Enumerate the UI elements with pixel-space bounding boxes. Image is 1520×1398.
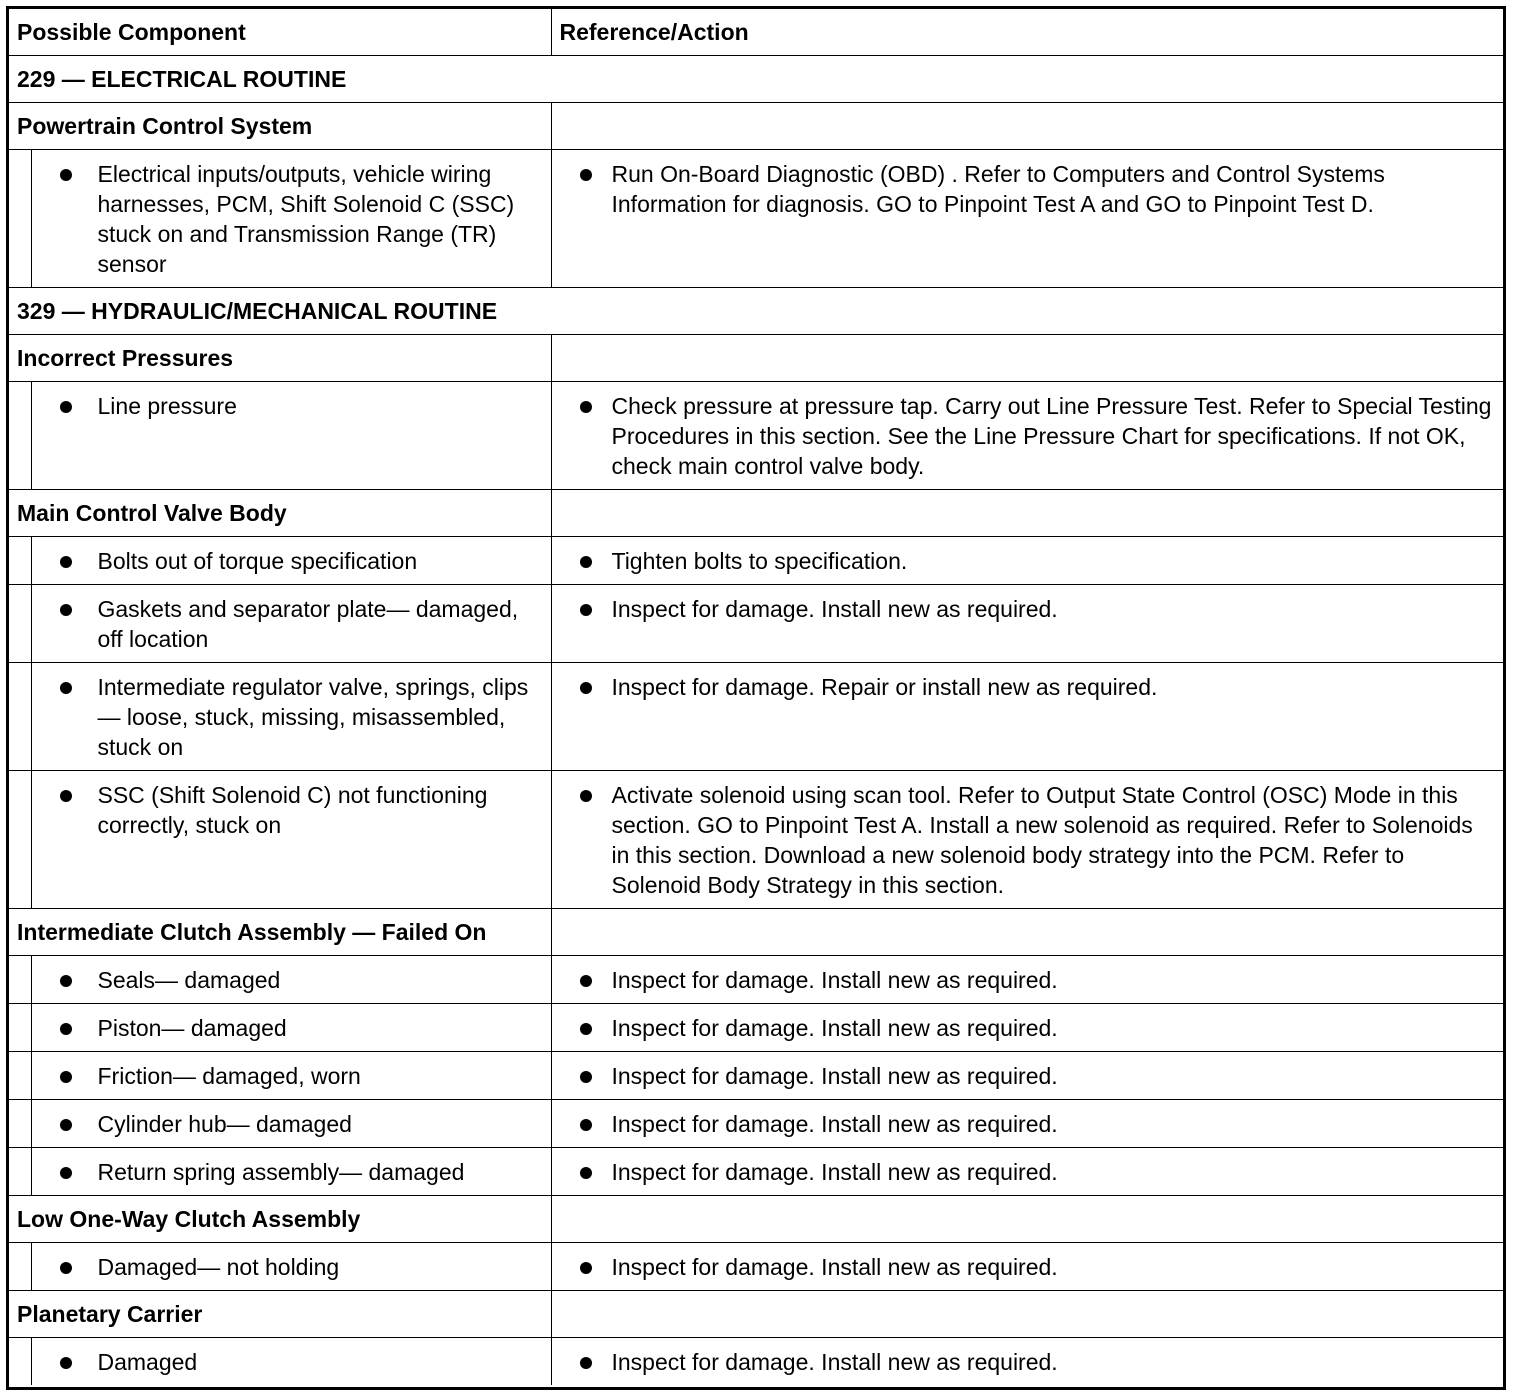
action-cell bbox=[551, 956, 1503, 1004]
table-row bbox=[9, 150, 1503, 288]
bullet-icon bbox=[60, 682, 72, 694]
table-row bbox=[9, 1243, 1503, 1291]
diagnostic-table-container bbox=[6, 6, 1506, 1390]
group-action-empty bbox=[551, 1196, 1503, 1243]
section-row bbox=[9, 56, 1503, 103]
component-text: Damaged— not holding bbox=[97, 1254, 340, 1280]
table-row bbox=[9, 1100, 1503, 1148]
indent-cell bbox=[9, 1004, 31, 1052]
component-text: Piston— damaged bbox=[97, 1015, 287, 1041]
indent-cell bbox=[9, 1338, 31, 1386]
action-cell bbox=[551, 1052, 1503, 1100]
table-row bbox=[9, 956, 1503, 1004]
component-cell bbox=[31, 771, 551, 909]
component-cell bbox=[31, 150, 551, 288]
bullet-icon bbox=[580, 682, 592, 694]
bullet-icon bbox=[60, 790, 72, 802]
header-possible-component: Possible Component bbox=[9, 9, 551, 56]
bullet-icon bbox=[580, 1262, 592, 1274]
indent-cell bbox=[9, 1243, 31, 1291]
component-cell bbox=[31, 1243, 551, 1291]
bullet-icon bbox=[580, 401, 592, 413]
bullet-icon bbox=[60, 1357, 72, 1369]
group-row bbox=[9, 335, 1503, 382]
bullet-icon bbox=[60, 169, 72, 181]
header-reference-action: Reference/Action bbox=[551, 9, 1503, 56]
action-text: Tighten bolts to specification. bbox=[611, 548, 908, 574]
group-title: Powertrain Control System bbox=[9, 103, 551, 150]
bullet-icon bbox=[60, 1167, 72, 1179]
bullet-icon bbox=[580, 975, 592, 987]
group-row bbox=[9, 103, 1503, 150]
action-text: Inspect for damage. Install new as required. bbox=[611, 1015, 1058, 1041]
action-cell bbox=[551, 1004, 1503, 1052]
component-text: Friction— damaged, worn bbox=[97, 1063, 361, 1089]
action-cell bbox=[551, 382, 1503, 490]
section-title: 229 — ELECTRICAL ROUTINE bbox=[9, 56, 1503, 103]
action-cell bbox=[551, 1148, 1503, 1196]
table-row bbox=[9, 771, 1503, 909]
component-cell bbox=[31, 956, 551, 1004]
bullet-icon bbox=[60, 1071, 72, 1083]
bullet-icon bbox=[60, 1023, 72, 1035]
group-row bbox=[9, 490, 1503, 537]
action-cell bbox=[551, 537, 1503, 585]
component-text: Intermediate regulator valve, springs, clips— loose, stuck, missing, misassembled, stuck on bbox=[97, 674, 529, 760]
component-cell bbox=[31, 1004, 551, 1052]
bullet-icon bbox=[580, 1119, 592, 1131]
table-row bbox=[9, 537, 1503, 585]
action-cell bbox=[551, 1243, 1503, 1291]
component-text: Damaged bbox=[97, 1349, 198, 1375]
action-cell bbox=[551, 663, 1503, 771]
action-text: Inspect for damage. Install new as required. bbox=[611, 1063, 1058, 1089]
group-row bbox=[9, 1291, 1503, 1338]
action-cell bbox=[551, 585, 1503, 663]
action-text: Inspect for damage. Install new as required. bbox=[611, 1254, 1058, 1280]
component-cell bbox=[31, 585, 551, 663]
component-text: Return spring assembly— damaged bbox=[97, 1159, 465, 1185]
section-title: 329 — HYDRAULIC/MECHANICAL ROUTINE bbox=[9, 288, 1503, 335]
table-row bbox=[9, 1052, 1503, 1100]
action-cell bbox=[551, 771, 1503, 909]
table-header-row bbox=[9, 9, 1503, 56]
table-row bbox=[9, 663, 1503, 771]
table-row bbox=[9, 1004, 1503, 1052]
table-row bbox=[9, 1338, 1503, 1386]
action-text: Run On-Board Diagnostic (OBD) . Refer to Computers and Control Systems Information for diagnosis. GO to Pinpoint Test A and GO to Pinpoint Test D. bbox=[611, 161, 1385, 217]
bullet-icon bbox=[580, 169, 592, 181]
group-title: Main Control Valve Body bbox=[9, 490, 551, 537]
bullet-icon bbox=[580, 556, 592, 568]
group-action-empty bbox=[551, 1291, 1503, 1338]
indent-cell bbox=[9, 585, 31, 663]
action-text: Inspect for damage. Install new as required. bbox=[611, 1159, 1058, 1185]
component-cell bbox=[31, 663, 551, 771]
action-text: Activate solenoid using scan tool. Refer to Output State Control (OSC) Mode in this section. GO to Pinpoint Test A. Install a new solenoid as required. Refer to Solenoids in this section. Download a new solenoid body strategy into the PCM. Refer to Solenoid Body Strategy in this section. bbox=[611, 782, 1473, 898]
group-title: Low One-Way Clutch Assembly bbox=[9, 1196, 551, 1243]
group-title: Planetary Carrier bbox=[9, 1291, 551, 1338]
indent-cell bbox=[9, 1148, 31, 1196]
component-text: SSC (Shift Solenoid C) not functioning correctly, stuck on bbox=[97, 782, 488, 838]
indent-cell bbox=[9, 663, 31, 771]
indent-cell bbox=[9, 771, 31, 909]
component-text: Electrical inputs/outputs, vehicle wiring harnesses, PCM, Shift Solenoid C (SSC) stuck on and Transmission Range (TR) sensor bbox=[97, 161, 515, 277]
action-text: Inspect for damage. Install new as required. bbox=[611, 1349, 1058, 1375]
bullet-icon bbox=[580, 1023, 592, 1035]
bullet-icon bbox=[60, 401, 72, 413]
bullet-icon bbox=[580, 1357, 592, 1369]
component-cell bbox=[31, 1052, 551, 1100]
indent-cell bbox=[9, 150, 31, 288]
bullet-icon bbox=[60, 1119, 72, 1131]
bullet-icon bbox=[580, 790, 592, 802]
bullet-icon bbox=[60, 1262, 72, 1274]
action-text: Inspect for damage. Install new as required. bbox=[611, 1111, 1058, 1137]
group-row bbox=[9, 909, 1503, 956]
component-cell bbox=[31, 1100, 551, 1148]
group-row bbox=[9, 1196, 1503, 1243]
group-title: Incorrect Pressures bbox=[9, 335, 551, 382]
component-cell bbox=[31, 1338, 551, 1386]
indent-cell bbox=[9, 1052, 31, 1100]
component-cell bbox=[31, 537, 551, 585]
component-cell bbox=[31, 1148, 551, 1196]
action-cell bbox=[551, 1100, 1503, 1148]
indent-cell bbox=[9, 537, 31, 585]
table-row bbox=[9, 585, 1503, 663]
diagnostic-table bbox=[9, 9, 1503, 1385]
bullet-icon bbox=[580, 604, 592, 616]
action-text: Check pressure at pressure tap. Carry out Line Pressure Test. Refer to Special Testing Procedures in this section. See the Line Pressure Chart for specifications. If not OK, check main control valve body. bbox=[611, 393, 1492, 479]
bullet-icon bbox=[60, 556, 72, 568]
table-row bbox=[9, 1148, 1503, 1196]
indent-cell bbox=[9, 956, 31, 1004]
group-title: Intermediate Clutch Assembly — Failed On bbox=[9, 909, 551, 956]
bullet-icon bbox=[60, 604, 72, 616]
component-cell bbox=[31, 382, 551, 490]
indent-cell bbox=[9, 382, 31, 490]
group-action-empty bbox=[551, 103, 1503, 150]
group-action-empty bbox=[551, 490, 1503, 537]
action-text: Inspect for damage. Install new as required. bbox=[611, 967, 1058, 993]
component-text: Cylinder hub— damaged bbox=[97, 1111, 352, 1137]
section-row bbox=[9, 288, 1503, 335]
bullet-icon bbox=[580, 1167, 592, 1179]
component-text: Line pressure bbox=[97, 393, 237, 419]
indent-cell bbox=[9, 1100, 31, 1148]
component-text: Seals— damaged bbox=[97, 967, 281, 993]
action-text: Inspect for damage. Install new as required. bbox=[611, 596, 1058, 622]
bullet-icon bbox=[580, 1071, 592, 1083]
component-text: Gaskets and separator plate— damaged, off location bbox=[97, 596, 519, 652]
table-row bbox=[9, 382, 1503, 490]
action-cell bbox=[551, 150, 1503, 288]
group-action-empty bbox=[551, 909, 1503, 956]
group-action-empty bbox=[551, 335, 1503, 382]
bullet-icon bbox=[60, 975, 72, 987]
component-text: Bolts out of torque specification bbox=[97, 548, 418, 574]
action-cell bbox=[551, 1338, 1503, 1386]
action-text: Inspect for damage. Repair or install new as required. bbox=[611, 674, 1158, 700]
